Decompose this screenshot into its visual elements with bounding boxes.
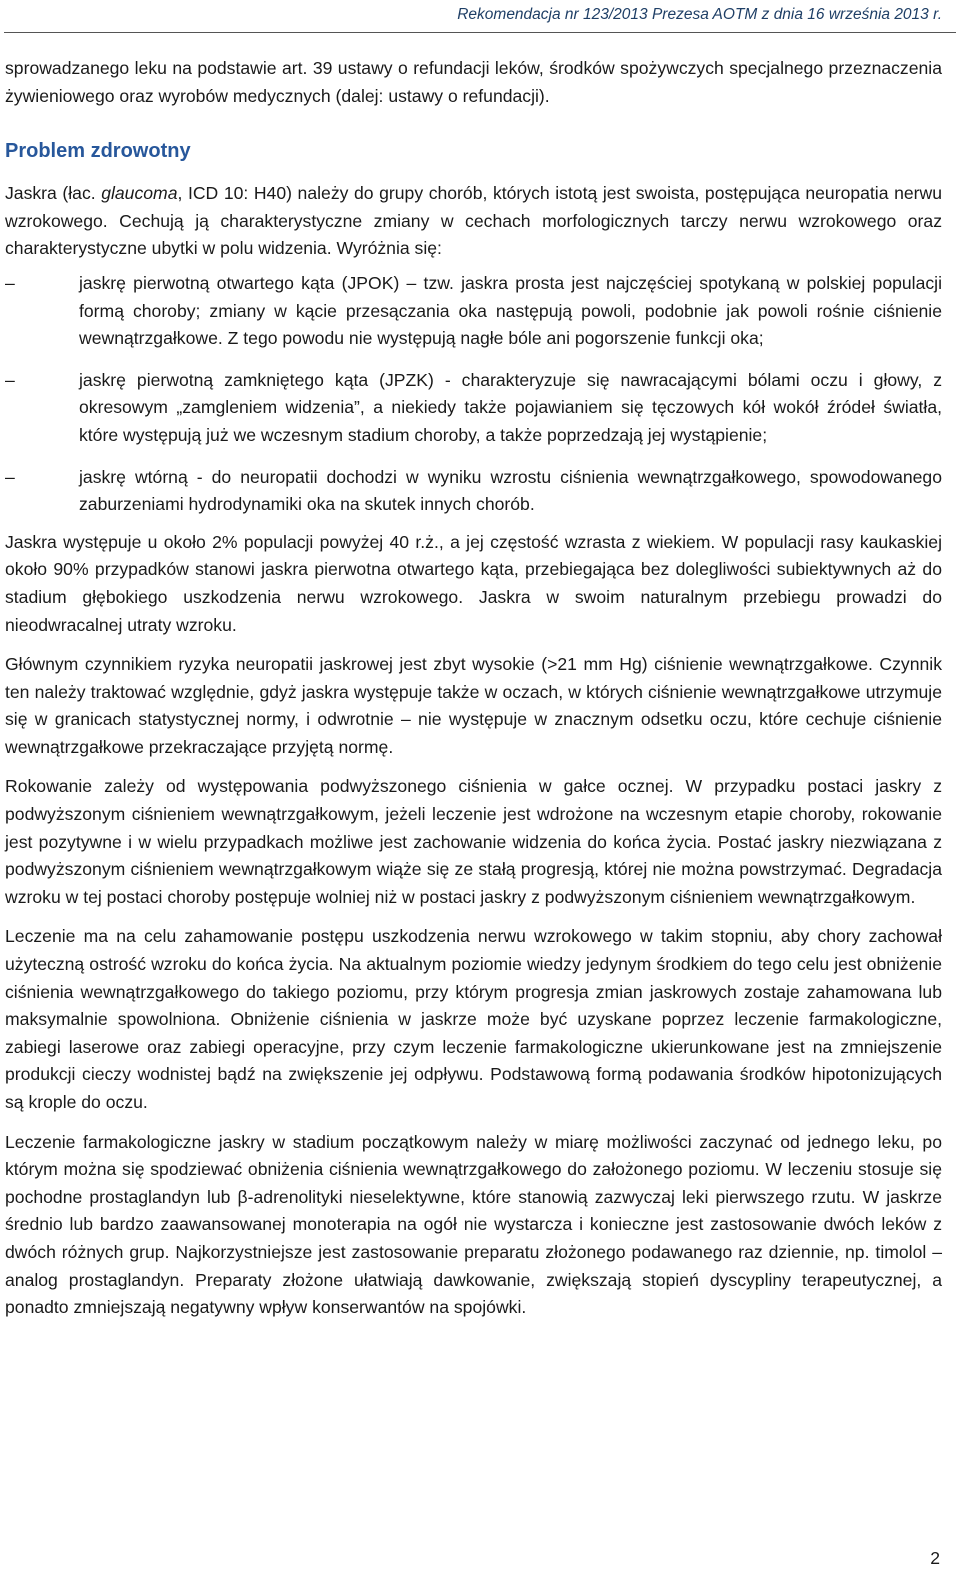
list-item-text: jaskrę wtórną - do neuropatii dochodzi w wyniku wzrostu ciśnienia wewnątrzgałkowego, spowodowanego zaburzeniami hydrodynamiki oka na skutek innych chorób.	[79, 466, 942, 515]
glaucoma-types-list	[5, 270, 942, 519]
risk-factor-paragraph: Głównym czynnikiem ryzyka neuropatii jaskrowej jest zbyt wysokie (>21 mm Hg) ciśnienie wewnątrzgałkowe. Czynnik ten należy traktować względnie, gdyż jaskra występuje także w oczach, w których ciśnienie wewnątrzgałkowe utrzymuje się w granicach statystycznej normy, i odwrotnie – nie występuje w znacznym odsetku oczu, które cechuje ciśnienie wewnątrzgałkowe przekraczające przyjętą normę.	[5, 654, 942, 757]
page-number: 2	[930, 1548, 940, 1568]
dash-bullet: –	[5, 466, 15, 487]
latin-term: glaucoma	[101, 183, 178, 204]
header-rule	[4, 32, 956, 33]
section-heading: Problem zdrowotny	[5, 140, 191, 163]
intro-paragraph: sprowadzanego leku na podstawie art. 39 ustawy o refundacji leków, środków spożywczych specjalnego przeznaczenia żywieniowego oraz wyrobów medycznych (dalej: ustawy o refundacji).	[5, 58, 942, 106]
definition-lead: Jaskra (łac.	[5, 183, 102, 204]
prognosis-paragraph: Rokowanie zależy od występowania podwyższonego ciśnienia w gałce ocznej. W przypadku postaci jaskry z podwyższonym ciśnieniem wewnątrzgałkowym, jeżeli leczenie jest wdrożone na wczesnym etapie choroby, rokowanie jest pozytywne i w wielu przypadkach możliwe jest zachowanie widzenia do końca życia. Postać jaskry niezwiązana z podwyższonym ciśnieniem wewnątrzgałkowym wiąże się ze stałą progresją, której nie można powstrzymać. Degradacja wzroku w tej postaci choroby postępuje wolniej niż w postaci jaskry z podwyższonym ciśnieniem wewnątrzgałkowym.	[5, 776, 942, 907]
pharmacotherapy-paragraph: Leczenie farmakologiczne jaskry w stadium początkowym należy w miarę możliwości zaczynać od jednego leku, po którym można się spodziewać obniżenia ciśnienia wewnątrzgałkowego do założonego poziomu. W leczeniu stosuje się pochodne prostaglandyn lub β-adrenolityki nieselektywne, które stanowią zazwyczaj leki pierwszego rzutu. W jaskrze średnio lub bardzo zaawansowanej monoterapia na ogół nie wystarcza i konieczne jest zastosowanie dwóch leków z dwóch różnych grup. Najkorzystniejsze jest zastosowanie preparatu złożonego podawanego raz dziennie, np. timolol – analog prostaglandyn. Preparaty złożone ułatwiają dawkowanie, zwiększają stopień dyscypliny terapeutycznej, a ponadto zmniejszają negatywny wpływ konserwantów na spojówki.	[5, 1131, 942, 1318]
dash-bullet: –	[5, 272, 15, 293]
running-header: Rekomendacja nr 123/2013 Prezesa AOTM z dnia 16 września 2013 r.	[457, 6, 942, 23]
definition-rest: , ICD 10: H40) należy do grupy chorób, których istotą jest swoista, postępująca neuropatia nerwu wzrokowego. Cechują ją charakterystyczne zmiany w cechach morfologicznych tarczy nerwu wzrokowego oraz charakterystyczne ubytki w polu widzenia. Wyróżnia się:	[5, 183, 942, 259]
list-item	[5, 367, 942, 450]
list-item	[5, 464, 942, 519]
list-item-text: jaskrę pierwotną zamkniętego kąta (JPZK) - charakteryzuje się nawracającymi bólami oczu i głowy, z okresowym „zamgleniem widzenia”, a niekiedy także pojawianiem się tęczowych kół wokół źródeł światła, które występują już we wczesnym stadium choroby, a także poprzedzają jej wystąpienie;	[79, 369, 942, 445]
document-body	[5, 55, 942, 1322]
list-item-text: jaskrę pierwotną otwartego kąta (JPOK) – tzw. jaskra prosta jest najczęściej spotykaną w polskiej populacji formą choroby; zmiany w kącie przesączania oka następują powoli, podobnie jak powoli rośnie ciśnienie wewnątrzgałkowe. Z tego powodu nie występują nagłe bóle ani pogorszenie funkcji oka;	[79, 272, 942, 349]
treatment-paragraph: Leczenie ma na celu zahamowanie postępu uszkodzenia nerwu wzrokowego w takim stopniu, aby chory zachował użyteczną ostrość wzroku do końca życia. Na aktualnym poziomie wiedzy jedynym środkiem do tego celu jest obniżenie ciśnienia wewnątrzgałkowego do takiego poziomu, przy którym progresja zmian jaskrowych zostaje zahamowana lub maksymalnie spowolniona. Obniżenie ciśnienia w jaskrze może być uzyskane poprzez leczenie farmakologiczne, zabiegi laserowe oraz zabiegi operacyjne, przy czym leczenie farmakologiczne ukierunkowane jest na zmniejszenie produkcji cieczy wodnistej bądź na zwiększenie jej odpływu. Podstawową formą podawania środków hipotonizujących są krople do oczu.	[5, 926, 942, 1112]
list-item	[5, 270, 942, 353]
epidemiology-paragraph: Jaskra występuje u około 2% populacji powyżej 40 r.ż., a jej częstość wzrasta z wiekiem. W populacji rasy kaukaskiej około 90% przypadków stanowi jaskra pierwotna otwartego kąta, przebiegająca bez dolegliwości subiektywnych aż do stadium głębokiego uszkodzenia nerwu wzrokowego. Jaskra w swoim naturalnym przebiegu prowadzi do nieodwracalnej utraty wzroku.	[5, 531, 942, 635]
dash-bullet: –	[5, 369, 15, 390]
definition-paragraph	[5, 180, 942, 263]
